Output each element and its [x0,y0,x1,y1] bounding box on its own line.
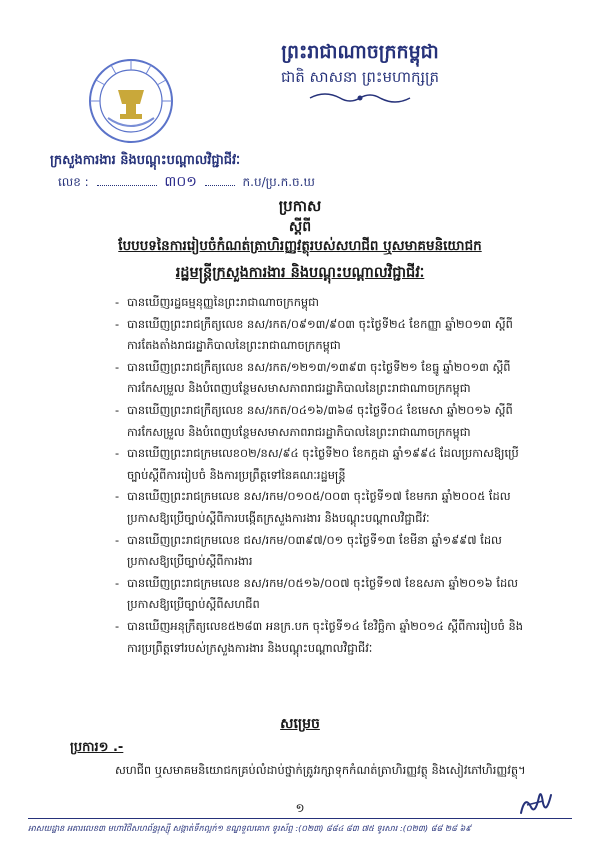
document-type: ប្រកាស [278,197,322,215]
item-line: - បានឃើញព្រះរាជក្រឹត្យលេខ នស/រកត/០៤១៦/៣៦៨ ចុះថ្ងៃទី០៤ ខែមេសា ឆ្នាំ២០១៦ ស្តីពី [127,402,513,417]
item-line: ច្បាប់ស្តីពីការរៀបចំ និងការប្រព្រឹត្តទៅនៃគណៈរដ្ឋមន្ត្រី [127,467,346,482]
item-line: - បានឃើញព្រះរាជក្រឹត្យលេខ នស/រកត/១២១៣/១៣៩៣ ចុះថ្ងៃទី២១ ខែធ្នូ ឆ្នាំ២០១៣ ស្តីពី [127,359,511,374]
item-line: ប្រកាសឱ្យប្រើច្បាប់ស្តីពីសហជីព [127,597,260,612]
reference-dots [205,185,235,186]
legal-basis-list [115,292,535,659]
list-item [115,292,535,314]
reference-dots [97,185,157,186]
kingdom-title: ព្រះរាជាណាចក្រកម្ពុជា [281,41,439,63]
issuing-authority: រដ្ឋមន្ត្រីក្រសួងការងារ និងបណ្តុះបណ្តាលវិជ្ជាជីវៈ [175,265,425,281]
item-line: ការកែសម្រួល និងបំពេញបន្ថែមសមាសភាពរាជរដ្ឋាភិបាលនៃព្រះរាជាណាចក្រកម្ពុជា [127,424,471,439]
document-subject: បែបបទនៃការរៀបចំកំណត់ត្រាហិរញ្ញវត្ថុរបស់សហជីព ឬសមាគមនិយោជក [118,238,482,254]
list-item [115,530,535,573]
article-label: ប្រការ១ .- [70,740,124,755]
ministry-name: ក្រសួងការងារ និងបណ្តុះបណ្តាលវិជ្ជាជីវៈ [50,153,241,168]
item-line: ការកែសម្រួល និងបំពេញបន្ថែមសមាសភាពរាជរដ្ឋាភិបាលនៃព្រះរាជាណាចក្រកម្ពុជា [127,381,471,396]
ornament-divider [300,91,420,105]
item-line: ការប្រព្រឹត្តទៅរបស់ក្រសួងការងារ និងបណ្តុះបណ្តាលវិជ្ជាជីវៈ [127,640,373,655]
list-item [115,314,535,357]
document-about: ស្តីពី [288,219,312,235]
footer-divider [28,818,572,819]
list-item [115,357,535,400]
item-line: ប្រកាសឱ្យប្រើច្បាប់ស្តីពីការបង្កើតក្រសួងការងារ និងបណ្តុះបណ្តាលវិជ្ជាជីវៈ [127,510,430,525]
item-line: - បានឃើញព្រះរាជក្រឹត្យលេខ នស/រកត/០៩១៣/៩០៣ ចុះថ្ងៃទី២៤ ខែកញ្ញា ឆ្នាំ២០១៣ ស្តីពី [127,316,513,331]
item-line: - បានឃើញព្រះរាជក្រមលេខ នស/រកម/០១០៥/០០៣ ចុះថ្ងៃទី១៧ ខែមករា ឆ្នាំ២០០៥ ដែល [127,489,511,504]
item-line: - បានឃើញអនុក្រឹត្យលេខ៥២៨៣ អនក្រ.បក ចុះថ្ងៃទី១៤ ខែវិច្ឆិកា ឆ្នាំ២០១៤ ស្តីពីការរៀបចំ និង [127,618,523,633]
list-item [115,443,535,486]
list-item [115,573,535,616]
handwritten-initials [515,785,555,819]
article-text: សហជីព ឬសមាគមនិយោជកគ្រប់លំដាប់ថ្នាក់ត្រូវរក្សាទុកកំណត់ត្រាហិរញ្ញវត្ថុ និងសៀវភៅហិរញ្ញវត្ថុ។ [115,763,526,777]
item-line: ការតែងតាំងរាជរដ្ឋាភិបាលនៃព្រះរាជាណាចក្រកម្ពុជា [127,338,341,353]
reference-suffix: ក.ប/ប្រ.ក.ច.ឃ [242,175,315,189]
page-number: ១ [295,801,305,815]
ministry-seal-logo [88,58,174,144]
list-item [115,616,535,659]
national-motto: ជាតិ សាសនា ព្រះមហាក្សត្រ [280,68,440,86]
reference-number: ៣០១ [164,174,197,190]
decision-heading: សម្រេច [280,716,320,732]
list-item [115,486,535,529]
item-line: - បានឃើញព្រះរាជក្រមលេខ០២/នស/៩៤ ចុះថ្ងៃទី២០ ខែកក្កដា ឆ្នាំ១៩៩៤ ដែលប្រកាសឱ្យប្រើ [127,446,519,461]
item-line: - បានឃើញព្រះរាជក្រមលេខ ជស/រកម/០៣៩៧/០១ ចុះថ្ងៃទី១៣ ខែមីនា ឆ្នាំ១៩៩៧ ដែល [127,532,502,547]
footer-address: អាសយដ្ឋាន អគារលេខ៣ មហាវិថីសហព័ន្ធរុស្ស៊ី សង្កាត់ទឹកល្អក់១ ខណ្ឌទួលគោក ទូរស័ព្ទ :(០២៣) ៨៨៤ ៨៣ ៧៥ ទូរសារ :(០២៣) ៨៨ ២៨ ៦៩ [28,823,472,833]
list-item [115,400,535,443]
item-line: ប្រកាសឱ្យប្រើច្បាប់ស្តីពីការងារ [127,554,253,569]
item-line: - បានឃើញរដ្ឋធម្មនុញ្ញនៃព្រះរាជាណាចក្រកម្ពុជា [127,295,319,309]
reference-label: លេខ : [58,175,89,189]
reference-line [58,172,388,193]
item-line: - បានឃើញព្រះរាជក្រមលេខ នស/រកម/០៥១៦/០០៧ ចុះថ្ងៃទី១៧ ខែឧសភា ឆ្នាំ២០១៦ ដែល [127,575,519,590]
